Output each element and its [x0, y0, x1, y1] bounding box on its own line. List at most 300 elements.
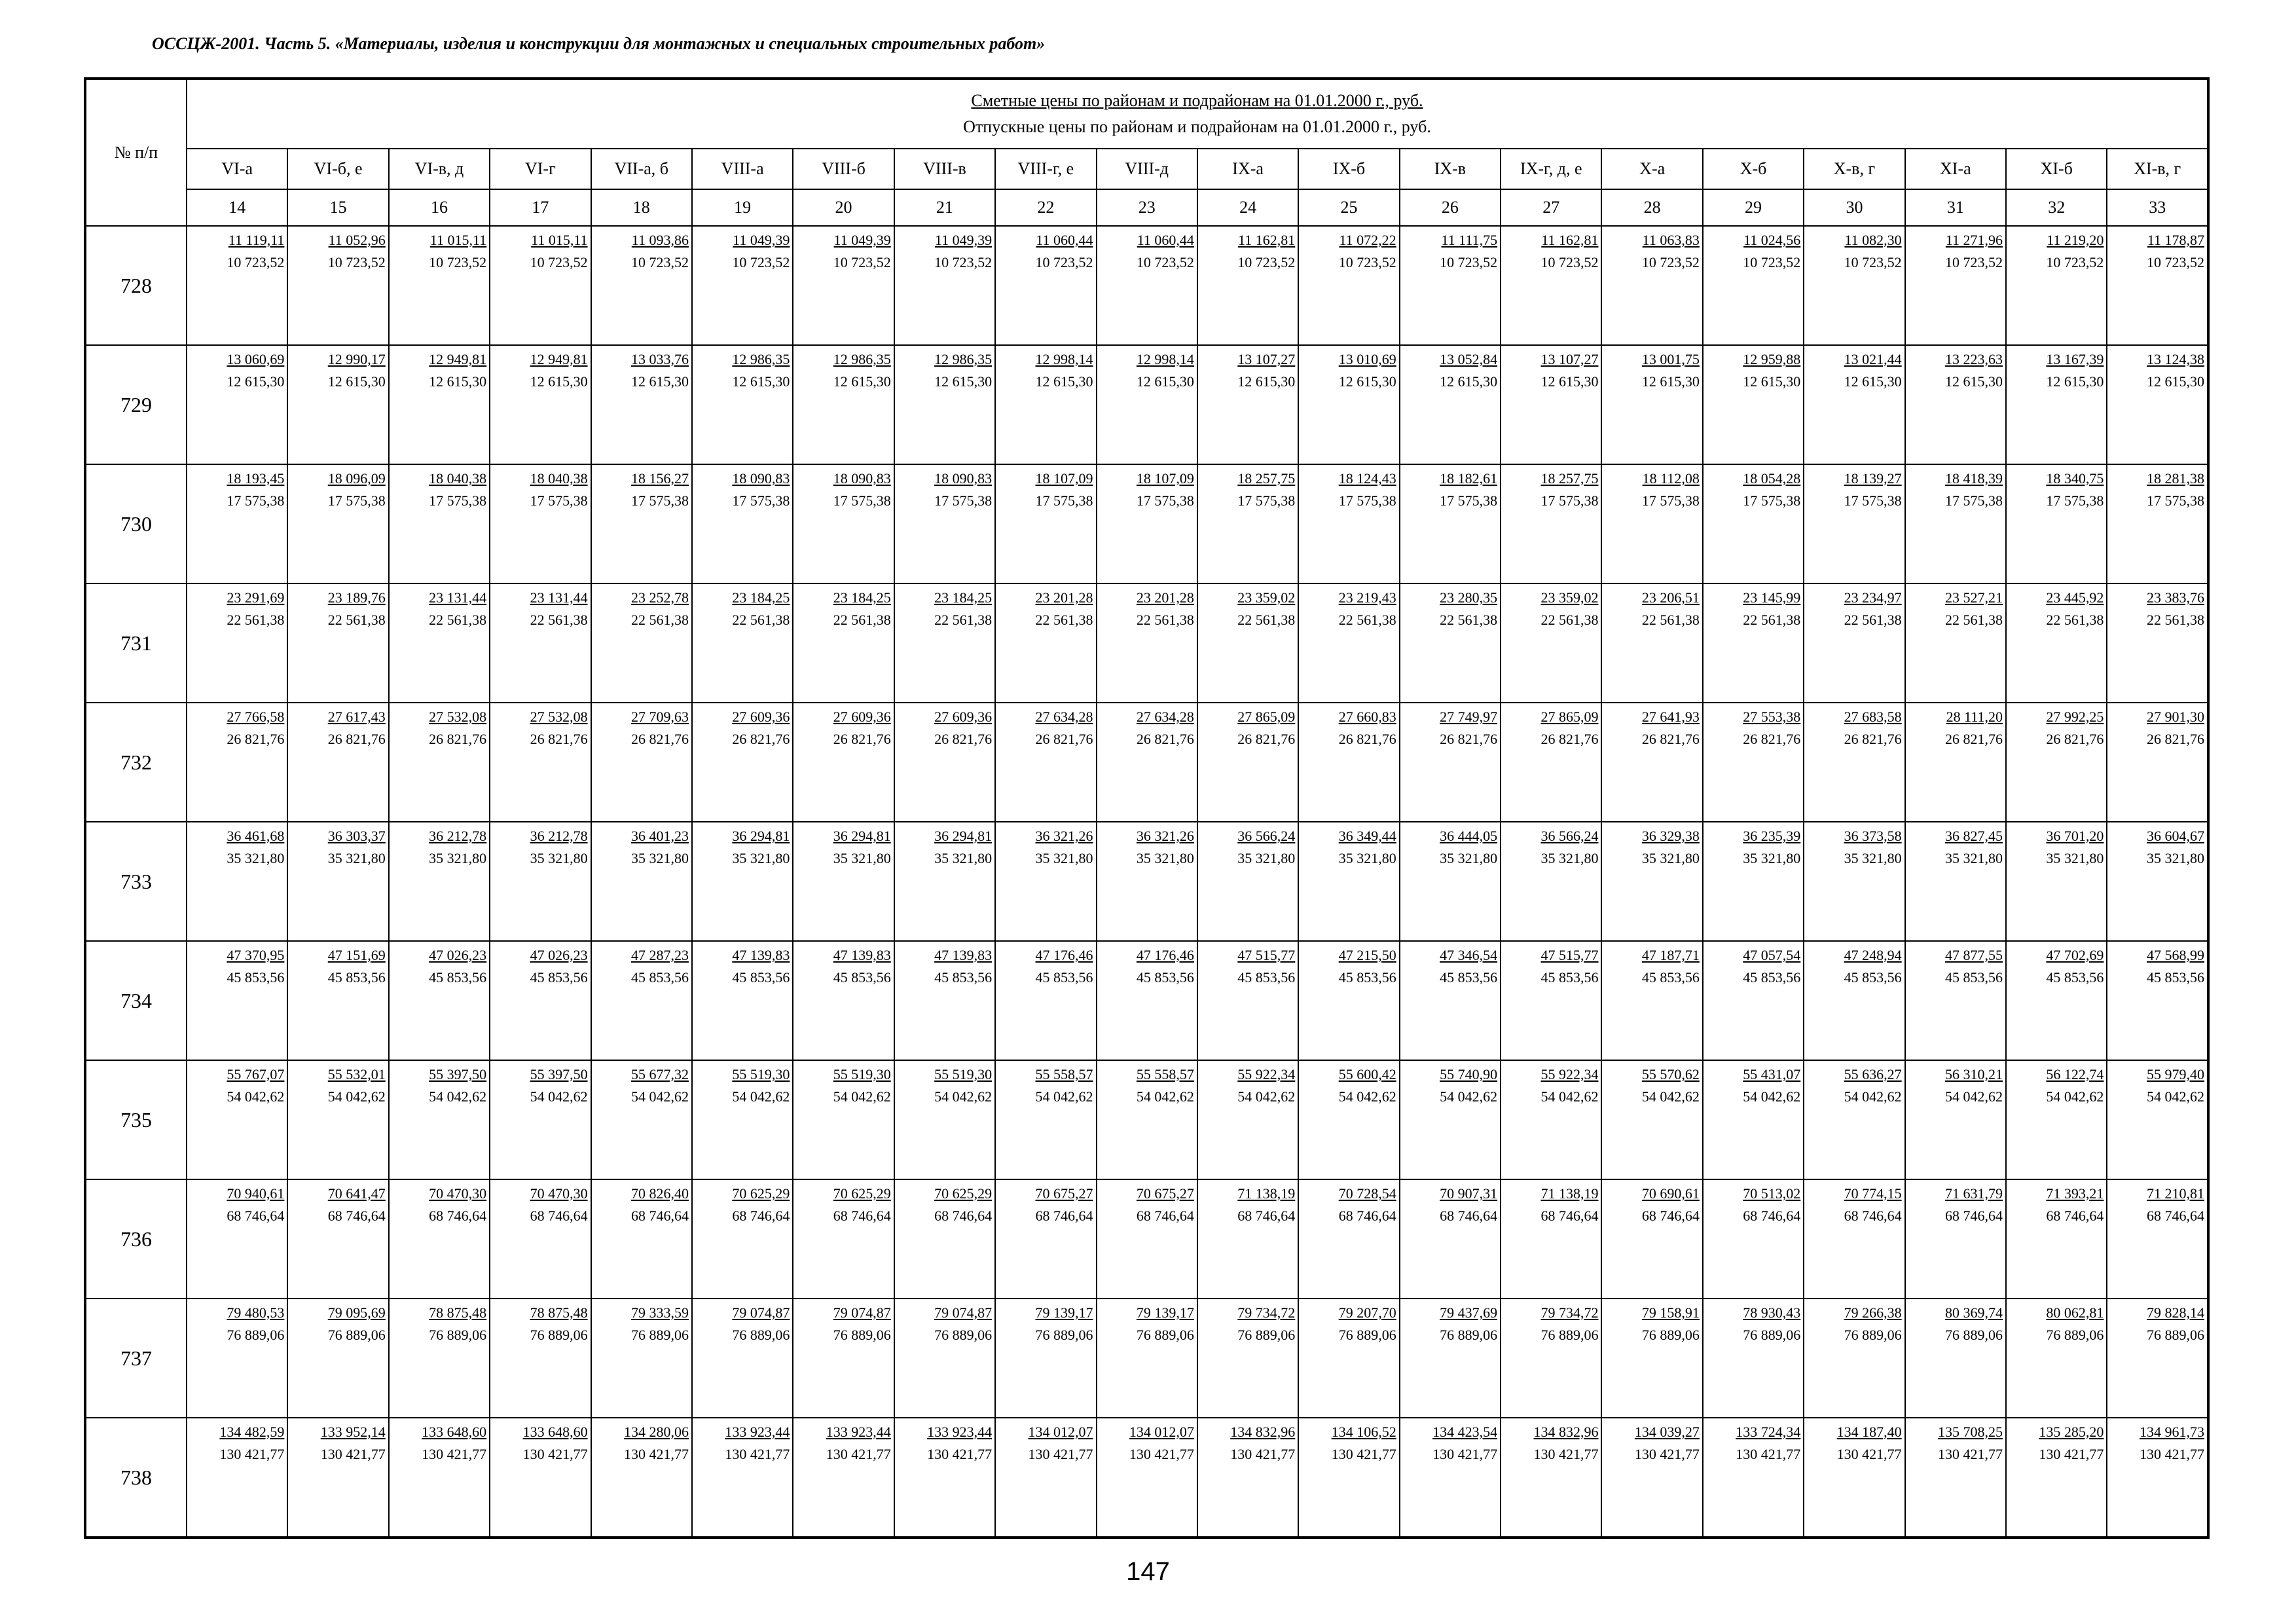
release-price: 35 321,80: [1641, 850, 1700, 866]
price-cell: [490, 583, 591, 703]
price-cell: [1703, 464, 1804, 583]
price-cell: [2107, 1299, 2208, 1418]
release-price: 10 723,52: [1338, 254, 1396, 270]
estimate-price: 79 074,87: [934, 1304, 993, 1321]
release-price: 54 042,62: [1136, 1088, 1194, 1105]
estimate-price: 12 986,35: [833, 351, 891, 367]
price-cell: [2006, 464, 2107, 583]
price-cell: [1501, 822, 1601, 941]
release-price: 45 853,56: [429, 969, 487, 986]
release-price: 54 042,62: [530, 1088, 588, 1105]
release-price: 17 575,38: [934, 492, 993, 509]
release-price: 130 421,77: [1533, 1446, 1599, 1462]
release-price: 130 421,77: [1634, 1446, 1700, 1462]
estimate-price: 71 210,81: [2147, 1185, 2204, 1202]
table-title: [187, 79, 2208, 149]
price-cell: [1601, 1060, 1702, 1179]
price-cell: [490, 464, 591, 583]
price-cell: [591, 464, 692, 583]
price-cell: [995, 583, 1096, 703]
region-header: IX-а: [1197, 149, 1298, 189]
price-cell: [2006, 703, 2107, 822]
release-price: 45 853,56: [1440, 969, 1498, 986]
estimate-price: 23 383,76: [2147, 589, 2204, 606]
release-price: 26 821,76: [1338, 731, 1396, 747]
release-price: 68 746,64: [1540, 1208, 1599, 1224]
release-price: 76 889,06: [1338, 1327, 1396, 1343]
price-cell: [793, 703, 894, 822]
release-price: 76 889,06: [1743, 1327, 1801, 1343]
release-price: 17 575,38: [1440, 492, 1498, 509]
price-cell: [591, 703, 692, 822]
release-price: 45 853,56: [1035, 969, 1093, 986]
estimate-price: 36 349,44: [1338, 828, 1396, 844]
estimate-price: 47 215,50: [1338, 947, 1396, 963]
column-number: 28: [1601, 189, 1702, 226]
estimate-price: 47 877,55: [1945, 947, 2003, 963]
price-cell: [1804, 583, 1904, 703]
price-cell: [1601, 1179, 1702, 1299]
release-price: 12 615,30: [732, 373, 790, 390]
release-price: 130 421,77: [725, 1446, 790, 1462]
release-price: 35 321,80: [1945, 850, 2003, 866]
table-row: [85, 226, 2208, 345]
region-header: X-в, г: [1804, 149, 1904, 189]
price-cell: [1501, 941, 1601, 1060]
release-price: 76 889,06: [327, 1327, 386, 1343]
price-cell: [1400, 464, 1501, 583]
release-price: 12 615,30: [227, 373, 285, 390]
estimate-price: 11 049,39: [833, 232, 891, 248]
price-cell: [1601, 941, 1702, 1060]
price-cell: [187, 464, 287, 583]
estimate-price: 47 139,83: [934, 947, 993, 963]
estimate-price: 133 648,60: [422, 1424, 487, 1440]
estimate-price: 134 832,96: [1533, 1424, 1599, 1440]
estimate-price: 70 907,31: [1440, 1185, 1498, 1202]
price-cell: [389, 1299, 490, 1418]
release-price: 22 561,38: [227, 612, 285, 628]
column-number: 23: [1097, 189, 1197, 226]
release-price: 45 853,56: [327, 969, 386, 986]
estimate-price: 23 184,25: [934, 589, 993, 606]
price-cell: [1298, 464, 1399, 583]
row-number: 737: [85, 1299, 187, 1418]
price-cell: [1298, 583, 1399, 703]
estimate-price: 134 280,06: [623, 1424, 689, 1440]
price-cell: [1197, 464, 1298, 583]
price-cell: [389, 226, 490, 345]
estimate-price: 13 052,84: [1440, 351, 1498, 367]
release-price: 76 889,06: [1540, 1327, 1599, 1343]
price-cell: [1703, 583, 1804, 703]
release-price: 130 421,77: [623, 1446, 689, 1462]
release-price: 12 615,30: [630, 373, 689, 390]
table-row: [85, 1418, 2208, 1538]
estimate-price: 36 294,81: [934, 828, 993, 844]
release-price: 35 321,80: [327, 850, 386, 866]
estimate-price: 23 280,35: [1440, 589, 1498, 606]
release-price: 26 821,76: [1641, 731, 1700, 747]
price-cell: [1097, 822, 1197, 941]
estimate-price: 80 369,74: [1945, 1304, 2003, 1321]
price-cell: [1097, 583, 1197, 703]
price-cell: [1097, 703, 1197, 822]
price-cell: [1601, 703, 1702, 822]
estimate-price: 11 049,39: [733, 232, 790, 248]
release-price: 17 575,38: [1136, 492, 1194, 509]
row-number: 733: [85, 822, 187, 941]
price-cell: [894, 1418, 995, 1538]
release-price: 10 723,52: [1743, 254, 1801, 270]
row-number: 728: [85, 226, 187, 345]
estimate-price: 23 234,97: [1844, 589, 1902, 606]
release-price-title: Отпускные цены по районам и подрайонам на 01.01.2000 г., руб.: [963, 117, 1431, 136]
estimate-price: 47 248,94: [1844, 947, 1902, 963]
release-price: 22 561,38: [1136, 612, 1194, 628]
price-cell: [2107, 941, 2208, 1060]
region-header: VII-а, б: [591, 149, 692, 189]
estimate-price: 27 749,97: [1440, 709, 1498, 725]
estimate-price: 36 566,24: [1540, 828, 1599, 844]
estimate-price: 18 139,27: [1844, 470, 1902, 487]
price-cell: [287, 345, 388, 464]
estimate-price: 55 558,57: [1035, 1066, 1093, 1082]
release-price: 76 889,06: [2147, 1327, 2204, 1343]
estimate-price: 47 370,95: [227, 947, 285, 963]
price-cell: [187, 1299, 287, 1418]
region-header-row: [85, 149, 2208, 189]
price-cell: [1501, 583, 1601, 703]
release-price: 35 321,80: [1440, 850, 1498, 866]
region-header: XI-в, г: [2107, 149, 2208, 189]
column-number: 14: [187, 189, 287, 226]
estimate-price: 23 252,78: [630, 589, 689, 606]
release-price: 22 561,38: [1035, 612, 1093, 628]
price-cell: [1097, 226, 1197, 345]
estimate-price: 134 187,40: [1836, 1424, 1902, 1440]
price-cell: [1097, 1179, 1197, 1299]
release-price: 35 321,80: [1136, 850, 1194, 866]
release-price: 26 821,76: [530, 731, 588, 747]
price-cell: [591, 1179, 692, 1299]
price-cell: [490, 1060, 591, 1179]
estimate-price: 18 107,09: [1136, 470, 1194, 487]
estimate-price: 27 992,25: [2046, 709, 2104, 725]
price-cell: [490, 226, 591, 345]
release-price: 12 615,30: [2147, 373, 2204, 390]
release-price: 22 561,38: [429, 612, 487, 628]
release-price: 130 421,77: [2039, 1446, 2104, 1462]
price-cell: [793, 226, 894, 345]
price-cell: [793, 464, 894, 583]
price-cell: [1400, 226, 1501, 345]
row-number: 736: [85, 1179, 187, 1299]
release-price: 17 575,38: [1844, 492, 1902, 509]
region-header: IX-б: [1298, 149, 1399, 189]
estimate-price: 79 207,70: [1338, 1304, 1396, 1321]
estimate-price: 18 096,09: [327, 470, 386, 487]
region-header: VI-г: [490, 149, 591, 189]
release-price: 68 746,64: [2147, 1208, 2204, 1224]
price-cell: [187, 703, 287, 822]
column-number: 18: [591, 189, 692, 226]
release-price: 130 421,77: [826, 1446, 891, 1462]
release-price: 68 746,64: [227, 1208, 285, 1224]
price-cell: [1501, 1060, 1601, 1179]
release-price: 76 889,06: [1641, 1327, 1700, 1343]
release-price: 12 615,30: [429, 373, 487, 390]
price-cell: [591, 941, 692, 1060]
estimate-price: 70 625,29: [732, 1185, 790, 1202]
release-price: 45 853,56: [833, 969, 891, 986]
estimate-price: 18 257,75: [1237, 470, 1296, 487]
estimate-price: 36 303,37: [327, 828, 386, 844]
price-cell: [1400, 822, 1501, 941]
estimate-price: 13 010,69: [1338, 351, 1396, 367]
release-price: 45 853,56: [732, 969, 790, 986]
release-price: 26 821,76: [327, 731, 386, 747]
price-cell: [1400, 1060, 1501, 1179]
estimate-price: 27 660,83: [1338, 709, 1396, 725]
price-cell: [591, 1299, 692, 1418]
release-price: 130 421,77: [1836, 1446, 1902, 1462]
price-cell: [692, 822, 793, 941]
price-cell: [287, 1179, 388, 1299]
estimate-price: 11 015,11: [429, 232, 487, 248]
estimate-price: 11 119,11: [228, 232, 285, 248]
release-price: 45 853,56: [934, 969, 993, 986]
estimate-price: 47 702,69: [2046, 947, 2104, 963]
estimate-price: 56 310,21: [1945, 1066, 2003, 1082]
price-cell: [692, 703, 793, 822]
estimate-price: 27 609,36: [732, 709, 790, 725]
release-price: 10 723,52: [530, 254, 588, 270]
column-number: 24: [1197, 189, 1298, 226]
release-price: 35 321,80: [2147, 850, 2204, 866]
price-cell: [490, 822, 591, 941]
release-price: 17 575,38: [1540, 492, 1599, 509]
row-number: 735: [85, 1060, 187, 1179]
release-price: 76 889,06: [1844, 1327, 1902, 1343]
price-cell: [793, 1299, 894, 1418]
estimate-price: 13 124,38: [2147, 351, 2204, 367]
price-cell: [1703, 345, 1804, 464]
estimate-price: 36 294,81: [732, 828, 790, 844]
row-number: 732: [85, 703, 187, 822]
estimate-price: 27 901,30: [2147, 709, 2204, 725]
price-cell: [1197, 345, 1298, 464]
release-price: 17 575,38: [227, 492, 285, 509]
page-number: 147: [1126, 1557, 1170, 1586]
price-cell: [287, 226, 388, 345]
price-cell: [692, 941, 793, 1060]
estimate-price: 55 397,50: [530, 1066, 588, 1082]
price-cell: [2107, 464, 2208, 583]
price-cell: [1703, 1179, 1804, 1299]
release-price: 54 042,62: [1540, 1088, 1599, 1105]
release-price: 10 723,52: [630, 254, 689, 270]
price-cell: [692, 1179, 793, 1299]
price-cell: [1197, 1179, 1298, 1299]
estimate-price: 23 201,28: [1035, 589, 1093, 606]
price-cell: [187, 345, 287, 464]
price-cell: [793, 345, 894, 464]
release-price: 22 561,38: [1844, 612, 1902, 628]
release-price: 35 321,80: [2046, 850, 2104, 866]
release-price: 10 723,52: [732, 254, 790, 270]
estimate-price: 134 106,52: [1331, 1424, 1396, 1440]
estimate-price: 79 139,17: [1136, 1304, 1194, 1321]
price-cell: [1298, 703, 1399, 822]
release-price: 45 853,56: [1338, 969, 1396, 986]
price-cell: [187, 941, 287, 1060]
estimate-price: 71 631,79: [1945, 1185, 2003, 1202]
release-price: 22 561,38: [2046, 612, 2104, 628]
price-cell: [1905, 583, 2006, 703]
price-cell: [1804, 1060, 1904, 1179]
release-price: 76 889,06: [1237, 1327, 1296, 1343]
price-cell: [187, 583, 287, 703]
release-price: 10 723,52: [1641, 254, 1700, 270]
release-price: 68 746,64: [1743, 1208, 1801, 1224]
estimate-price: 79 139,17: [1035, 1304, 1093, 1321]
price-cell: [1703, 941, 1804, 1060]
estimate-price: 11 063,83: [1642, 232, 1700, 248]
release-price: 22 561,38: [732, 612, 790, 628]
release-price: 54 042,62: [1035, 1088, 1093, 1105]
estimate-price: 36 321,26: [1136, 828, 1194, 844]
price-cell: [1601, 226, 1702, 345]
price-cell: [287, 1060, 388, 1179]
column-number: 33: [2107, 189, 2208, 226]
price-cell: [2107, 1418, 2208, 1538]
release-price: 10 723,52: [227, 254, 285, 270]
estimate-price: 134 482,59: [219, 1424, 285, 1440]
price-cell: [490, 941, 591, 1060]
estimate-price: 79 437,69: [1440, 1304, 1498, 1321]
release-price: 76 889,06: [227, 1327, 285, 1343]
region-header: IX-г, д, е: [1501, 149, 1601, 189]
price-cell: [389, 345, 490, 464]
release-price: 10 723,52: [1440, 254, 1498, 270]
price-cell: [995, 703, 1096, 822]
estimate-price: 27 532,08: [429, 709, 487, 725]
release-price: 26 821,76: [1440, 731, 1498, 747]
release-price: 68 746,64: [934, 1208, 993, 1224]
estimate-price: 80 062,81: [2046, 1304, 2104, 1321]
region-header: VI-в, д: [389, 149, 490, 189]
release-price: 130 421,77: [1230, 1446, 1296, 1462]
release-price: 54 042,62: [934, 1088, 993, 1105]
release-price: 54 042,62: [227, 1088, 285, 1105]
release-price: 76 889,06: [934, 1327, 993, 1343]
estimate-price: 18 107,09: [1035, 470, 1093, 487]
release-price: 130 421,77: [219, 1446, 285, 1462]
release-price: 54 042,62: [1641, 1088, 1700, 1105]
estimate-price: 47 026,23: [429, 947, 487, 963]
estimate-price: 27 683,58: [1844, 709, 1902, 725]
table-row: [85, 703, 2208, 822]
table-row: [85, 583, 2208, 703]
release-price: 45 853,56: [1945, 969, 2003, 986]
release-price: 76 889,06: [1945, 1327, 2003, 1343]
column-number: 19: [692, 189, 793, 226]
price-cell: [490, 1418, 591, 1538]
release-price: 76 889,06: [1440, 1327, 1498, 1343]
estimate-price: 13 001,75: [1641, 351, 1700, 367]
estimate-price: 18 418,39: [1945, 470, 2003, 487]
price-cell: [793, 822, 894, 941]
release-price: 54 042,62: [2046, 1088, 2104, 1105]
estimate-price: 79 333,59: [630, 1304, 689, 1321]
estimate-price: 134 012,07: [1028, 1424, 1093, 1440]
estimate-price: 47 515,77: [1237, 947, 1296, 963]
price-table: [84, 77, 2210, 1539]
price-cell: [1905, 1060, 2006, 1179]
price-cell: [1601, 1418, 1702, 1538]
estimate-price: 36 294,81: [833, 828, 891, 844]
release-price: 10 723,52: [934, 254, 993, 270]
release-price: 12 615,30: [530, 373, 588, 390]
estimate-price: 12 986,35: [732, 351, 790, 367]
row-number: 738: [85, 1418, 187, 1538]
release-price: 22 561,38: [630, 612, 689, 628]
price-cell: [1197, 583, 1298, 703]
price-cell: [1804, 1299, 1904, 1418]
price-cell: [1804, 822, 1904, 941]
release-price: 22 561,38: [1743, 612, 1801, 628]
estimate-price: 36 604,67: [2147, 828, 2204, 844]
release-price: 130 421,77: [1432, 1446, 1498, 1462]
price-cell: [1601, 583, 1702, 703]
estimate-price: 23 527,21: [1945, 589, 2003, 606]
estimate-price: 71 138,19: [1540, 1185, 1599, 1202]
release-price: 17 575,38: [530, 492, 588, 509]
release-price: 26 821,76: [1540, 731, 1599, 747]
price-cell: [1804, 226, 1904, 345]
estimate-price: 133 923,44: [927, 1424, 993, 1440]
row-number: 731: [85, 583, 187, 703]
release-price: 45 853,56: [630, 969, 689, 986]
column-number: 17: [490, 189, 591, 226]
price-cell: [1703, 1418, 1804, 1538]
estimate-price: 13 033,76: [630, 351, 689, 367]
estimate-price: 36 566,24: [1237, 828, 1296, 844]
release-price: 76 889,06: [630, 1327, 689, 1343]
release-price: 17 575,38: [833, 492, 891, 509]
estimate-price: 11 024,56: [1743, 232, 1801, 248]
price-cell: [1501, 1179, 1601, 1299]
estimate-price: 12 998,14: [1035, 351, 1093, 367]
estimate-price-title: Сметные цены по районам и подрайонам на 01.01.2000 г., руб.: [971, 91, 1423, 110]
estimate-price: 11 015,11: [531, 232, 588, 248]
estimate-price: 23 184,25: [732, 589, 790, 606]
estimate-price: 55 979,40: [2147, 1066, 2204, 1082]
release-price: 26 821,76: [1035, 731, 1093, 747]
release-price: 10 723,52: [327, 254, 386, 270]
price-cell: [894, 1060, 995, 1179]
price-cell: [894, 583, 995, 703]
release-price: 54 042,62: [1237, 1088, 1296, 1105]
release-price: 12 615,30: [1136, 373, 1194, 390]
estimate-price: 36 235,39: [1743, 828, 1801, 844]
release-price: 12 615,30: [1945, 373, 2003, 390]
release-price: 22 561,38: [530, 612, 588, 628]
estimate-price: 55 636,27: [1844, 1066, 1902, 1082]
release-price: 68 746,64: [1136, 1208, 1194, 1224]
estimate-price: 78 875,48: [530, 1304, 588, 1321]
